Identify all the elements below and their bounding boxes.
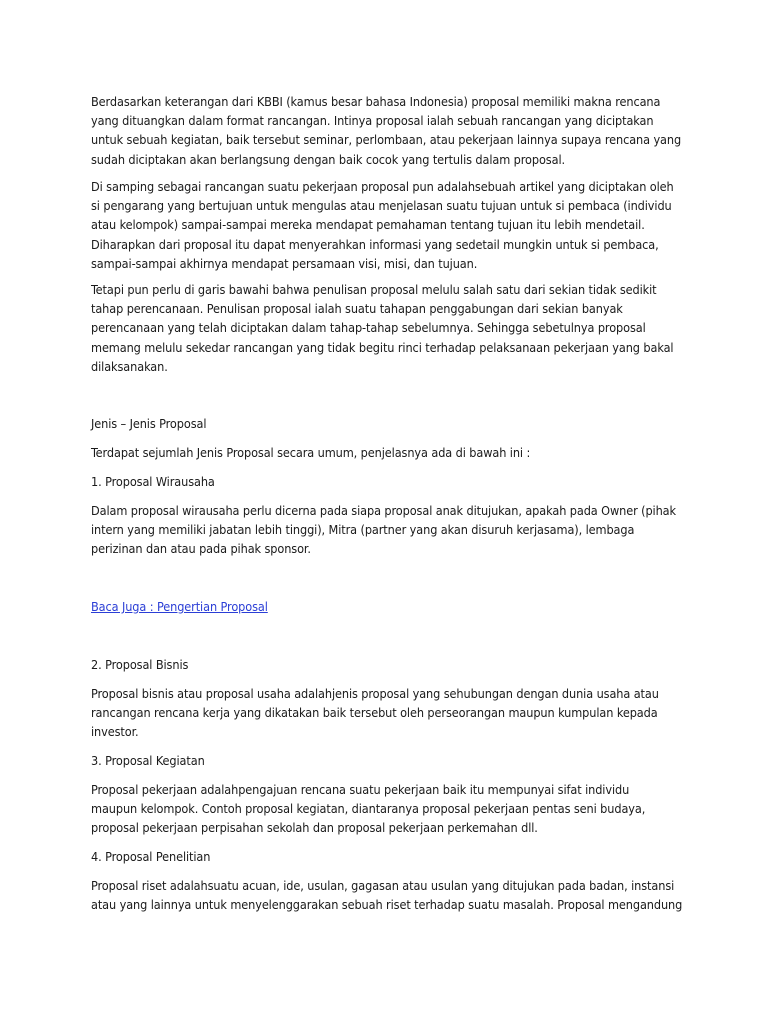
text-line: Proposal riset adalahsuatu acuan, ide, usulan, gagasan atau usulan yang ditujukan pada badan, instansi xyxy=(91,878,675,893)
text-line: sampai-sampai akhirnya mendapat persamaan visi, misi, dan tujuan. xyxy=(91,255,478,271)
baca-juga-link[interactable]: Baca Juga : Pengertian Proposal xyxy=(91,599,268,614)
text-line: Dalam proposal wirausaha perlu dicerna pada siapa proposal anak ditujukan, apakah pada Owner (pihak xyxy=(91,503,676,518)
text-line: si pengarang yang bertujuan untuk mengulas atau menjelasan suatu tujuan untuk si pembaca (individu xyxy=(91,198,672,214)
text-line: Di samping sebagai rancangan suatu pekerjaan proposal pun adalahsebuah artikel yang diciptakan oleh xyxy=(91,179,674,194)
text-line: sudah diciptakan akan berlangsung dengan baik cocok yang tertulis dalam proposal. xyxy=(91,151,565,167)
text-line: memang melulu sekedar rancangan yang tidak begitu rinci terhadap pelaksanaan pekerjaan yang bakal xyxy=(91,339,674,355)
text-line: Proposal pekerjaan adalahpengajuan rencana suatu pekerjaan baik itu mempunyai sifat individu xyxy=(91,782,630,797)
paragraph-definition xyxy=(91,92,691,169)
text-line: Diharapkan dari proposal itu dapat menyerahkan informasi yang sedetail mungkin untuk si pembaca, xyxy=(91,236,659,252)
text-line: proposal pekerjaan perpisahan sekolah dan proposal pekerjaan perkemahan dll. xyxy=(91,820,538,836)
paragraph-kegiatan xyxy=(91,780,691,838)
text-line: rancangan rencana kerja yang dikatakan baik tersebut oleh perseorangan maupun kumpulan kepada xyxy=(91,705,658,721)
section-heading-jenis: Jenis – Jenis Proposal xyxy=(91,416,207,431)
heading-proposal-wirausaha: 1. Proposal Wirausaha xyxy=(91,474,215,489)
text-line: investor. xyxy=(91,724,139,740)
paragraph-bisnis xyxy=(91,684,691,742)
section-intro: Terdapat sejumlah Jenis Proposal secara umum, penjelasnya ada di bawah ini : xyxy=(91,445,531,460)
text-line: atau yang lainnya untuk menyelenggarakan sebuah riset terhadap suatu masalah. Proposal mengandung xyxy=(91,897,683,913)
text-line: yang dituangkan dalam format rancangan. Intinya proposal ialah sebuah rancangan yang diciptakan xyxy=(91,113,654,129)
text-line: intern yang memiliki jabatan lebih tinggi), Mitra (partner yang akan disuruh kerjasama), lembaga xyxy=(91,522,635,538)
text-line: Tetapi pun perlu di garis bawahi bahwa penulisan proposal melulu salah satu dari sekian tidak sedikit xyxy=(91,282,657,297)
text-line: Berdasarkan keterangan dari KBBI (kamus besar bahasa Indonesia) proposal memiliki makna rencana xyxy=(91,94,661,109)
paragraph-planning xyxy=(91,280,691,376)
text-line: maupun kelompok. Contoh proposal kegiatan, diantaranya proposal pekerjaan pentas seni budaya, xyxy=(91,801,646,817)
text-line: perizinan dan atau pada pihak sponsor. xyxy=(91,541,311,557)
text-line: Proposal bisnis atau proposal usaha adalahjenis proposal yang sehubungan dengan dunia usaha atau xyxy=(91,686,659,701)
heading-proposal-bisnis: 2. Proposal Bisnis xyxy=(91,657,189,672)
heading-proposal-kegiatan: 3. Proposal Kegiatan xyxy=(91,753,205,768)
baca-juga-paragraph xyxy=(91,597,691,616)
paragraph-purpose xyxy=(91,177,691,273)
text-line: dilaksanakan. xyxy=(91,358,168,374)
text-line: tahap perencanaan. Penulisan proposal ialah suatu tahapan penggabungan dari sekian banyak xyxy=(91,301,623,317)
heading-proposal-penelitian: 4. Proposal Penelitian xyxy=(91,849,211,864)
paragraph-penelitian xyxy=(91,876,691,914)
text-line: perencanaan yang telah diciptakan dalam tahap-tahap sebelumnya. Sehingga sebetulnya proposal xyxy=(91,320,646,336)
text-line: atau kelompok) sampai-sampai mereka mendapat pemahaman tentang tujuan itu lebih mendetail. xyxy=(91,217,645,233)
text-line: untuk sebuah kegiatan, baik tersebut seminar, perlombaan, atau pekerjaan lainnya supaya rencana yang xyxy=(91,132,682,148)
paragraph-wirausaha xyxy=(91,501,691,559)
